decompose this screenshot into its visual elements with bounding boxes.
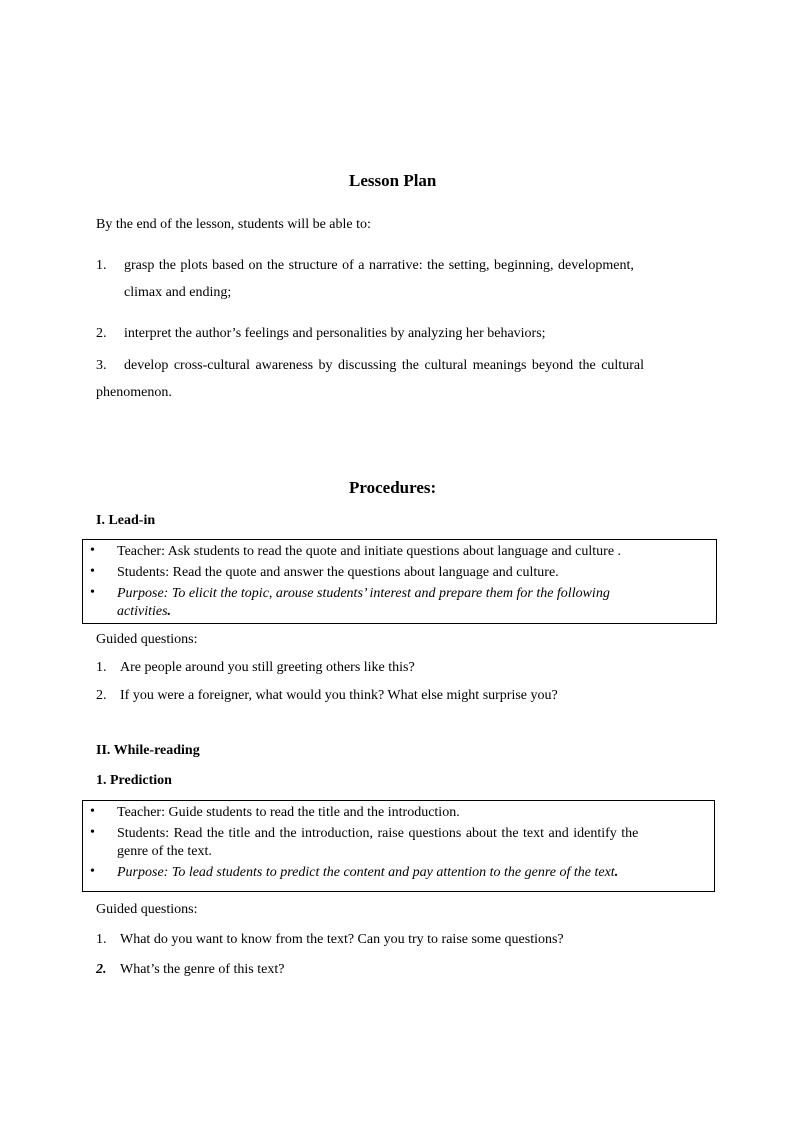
purpose-text: To lead students to predict the content and pay attention to the genre of the text [171,865,615,880]
prediction-question-2-number: 2. [96,962,107,977]
lead-in-purpose-cont [117,603,171,621]
bullet-icon: • [90,825,95,840]
lead-in-question-2-number: 2. [96,688,107,703]
prediction-question-1-number: 1. [96,932,107,947]
lead-in-box [82,539,717,624]
purpose-text-cont: activities [117,604,168,619]
lead-in-heading: I. Lead-in [96,513,156,528]
bullet-icon: • [90,564,95,579]
prediction-question-2: What’s the genre of this text? [120,962,285,977]
lead-in-purpose [117,585,610,603]
bullet-icon: • [90,585,95,600]
purpose-text: To elicit the topic, arouse students’ interest and prepare them for the following [171,586,610,601]
prediction-students-cont: genre of the text. [117,844,212,859]
page-title: Lesson Plan [349,171,437,190]
purpose-label: Purpose: [117,865,169,880]
lead-in-students: Students: Read the quote and answer the questions about language and culture. [117,565,559,580]
objective-1-number: 1. [96,258,107,273]
lead-in-question-1: Are people around you still greeting others like this? [120,660,415,675]
objective-3-number: 3. [96,358,107,373]
prediction-purpose [117,864,618,882]
prediction-question-1: What do you want to know from the text? Can you try to raise some questions? [120,932,564,947]
prediction-heading: 1. Prediction [96,773,172,788]
purpose-end: . [167,604,172,619]
objective-2-number: 2. [96,326,107,341]
intro-text: By the end of the lesson, students will be able to: [96,217,371,232]
purpose-end: . [614,865,619,880]
purpose-label: Purpose: [117,586,169,601]
prediction-guided-label: Guided questions: [96,902,198,917]
objective-3-text-cont: phenomenon. [96,385,172,400]
bullet-icon: • [90,543,95,558]
objective-3-text: develop cross-cultural awareness by discussing the cultural meanings beyond the cultural [124,358,644,373]
lead-in-guided-label: Guided questions: [96,632,198,647]
bullet-icon: • [90,864,95,879]
prediction-teacher: Teacher: Guide students to read the title and the introduction. [117,805,460,820]
procedures-title: Procedures: [349,478,437,497]
lead-in-teacher: Teacher: Ask students to read the quote and initiate questions about language and culture . [117,544,622,559]
objective-1-text: grasp the plots based on the structure of a narrative: the setting, beginning, development, [124,258,634,273]
objective-1-text-cont: climax and ending; [124,285,232,300]
bullet-icon: • [90,804,95,819]
prediction-students: Students: Read the title and the introduction, raise questions about the text and identify the [117,826,639,841]
prediction-box [82,800,715,892]
lead-in-question-1-number: 1. [96,660,107,675]
objective-2-text: interpret the author’s feelings and personalities by analyzing her behaviors; [124,326,546,341]
lead-in-question-2: If you were a foreigner, what would you think? What else might surprise you? [120,688,558,703]
while-reading-heading: II. While-reading [96,743,200,758]
